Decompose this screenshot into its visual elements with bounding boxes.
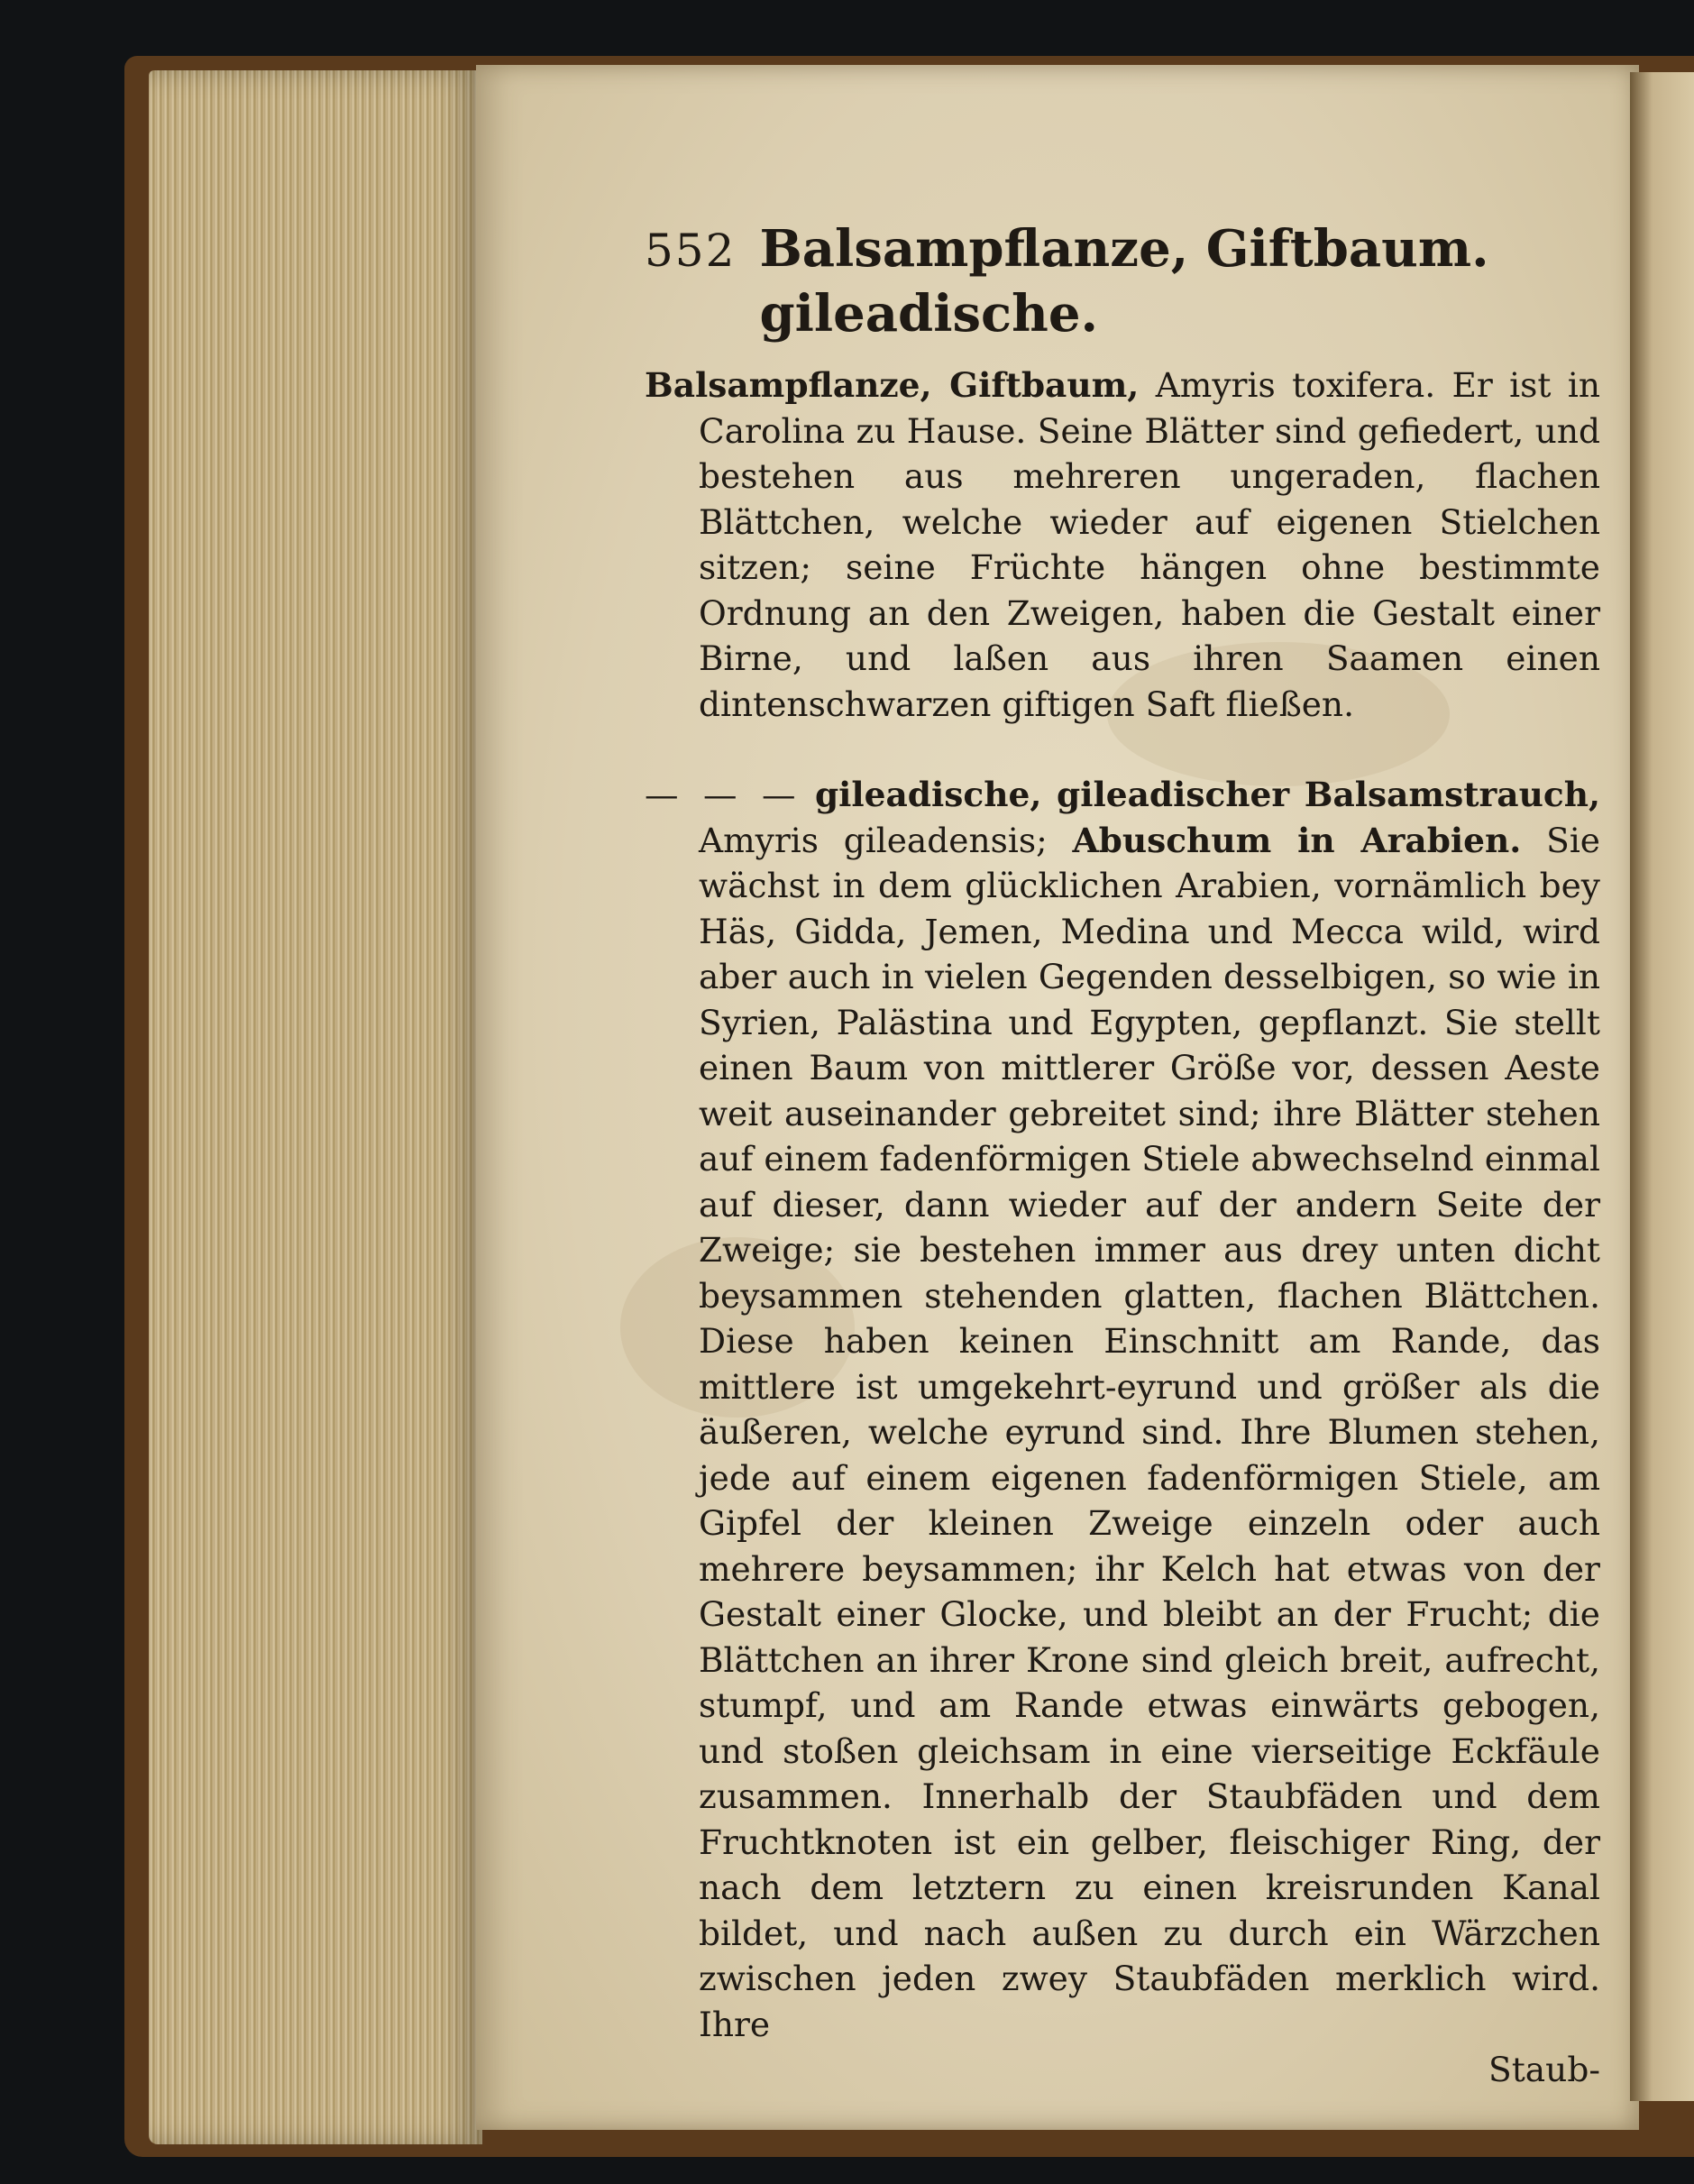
dictionary-entry [645, 362, 1600, 727]
page-header [645, 216, 1600, 346]
page-edges [149, 70, 482, 2144]
entry-body: Sie wächst in dem glücklichen Arabien, vornämlich bey Häs, Gidda, Jemen, Medina und Mecca wild, wird aber auch in vielen Gegenden desselbigen, so wie in Syrien, Palästina und Egypten, gepflanzt. Sie stellt einen Baum von mittlerer Größe vor, dessen Aeste weit auseinander gebreitet sind; ihre Blätter stehen auf einem fadenförmigen Stiele abwechselnd einmal auf dieser, dann wieder auf der andern Seite der Zweige; sie bestehen immer aus drey unten dicht beysammen stehenden glatten, flachen Blättchen. Diese haben keinen Einschnitt am Rande, das mittlere ist umgekehrt-eyrund und größer als die äußeren, welche eyrund sind. Ihre Blumen stehen, jede auf einem eigenen fadenförmigen Stiele, am Gipfel der kleinen Zweige einzeln oder auch mehrere beysammen; ihr Kelch hat etwas von der Gestalt einer Glocke, und bleibt an der Frucht; die Blättchen an ihrer Krone sind gleich breit, aufrecht, stumpf, und am Rande etwas einwärts gebogen, und stoßen gleichsam in eine vierseitige Eckfäule zusammen. Innerhalb der Staubfäden und dem Fruchtknoten ist ein gelber, fleischiger Ring, der nach dem letztern zu einen kreisrunden Kanal bildet, und nach außen zu durch ein Wärzchen zwischen jeden zwey Staubfäden merklich wird. Ihre [699, 820, 1601, 2044]
entry-headword: gileadische, gileadischer Balsamstrauch, [814, 775, 1601, 814]
page-text [645, 216, 1600, 2093]
catchword: Staub- [1488, 2050, 1600, 2089]
facing-page-edge [1630, 72, 1694, 2101]
entry-latin-name: Amyris toxifera. [1155, 365, 1436, 405]
page-number: 552 [645, 225, 737, 277]
entry-body: Er ist in Carolina zu Hause. Seine Blätter sind gefiedert, und bestehen aus mehreren ungeraden, flachen Blättchen, welche wieder auf eigenen Stielchen sitzen; seine Früchte hängen ohne bestimmte Ordnung an den Zweigen, haben die Gestalt einer Birne, und laßen aus ihren Saamen einen dintenschwarzen giftigen Saft fließen. [699, 365, 1601, 724]
running-head: Balsampflanze, Giftbaum. gileadische. [759, 219, 1489, 344]
entry-latin-name: Amyris gileadensis; [699, 820, 1048, 860]
entry-arabic-name: Abuschum in Arabien. [1072, 820, 1522, 860]
dictionary-entry [645, 772, 1600, 2047]
repeat-dashes: — — — [645, 775, 801, 814]
entry-headword: Balsampflanze, Giftbaum, [645, 365, 1140, 405]
